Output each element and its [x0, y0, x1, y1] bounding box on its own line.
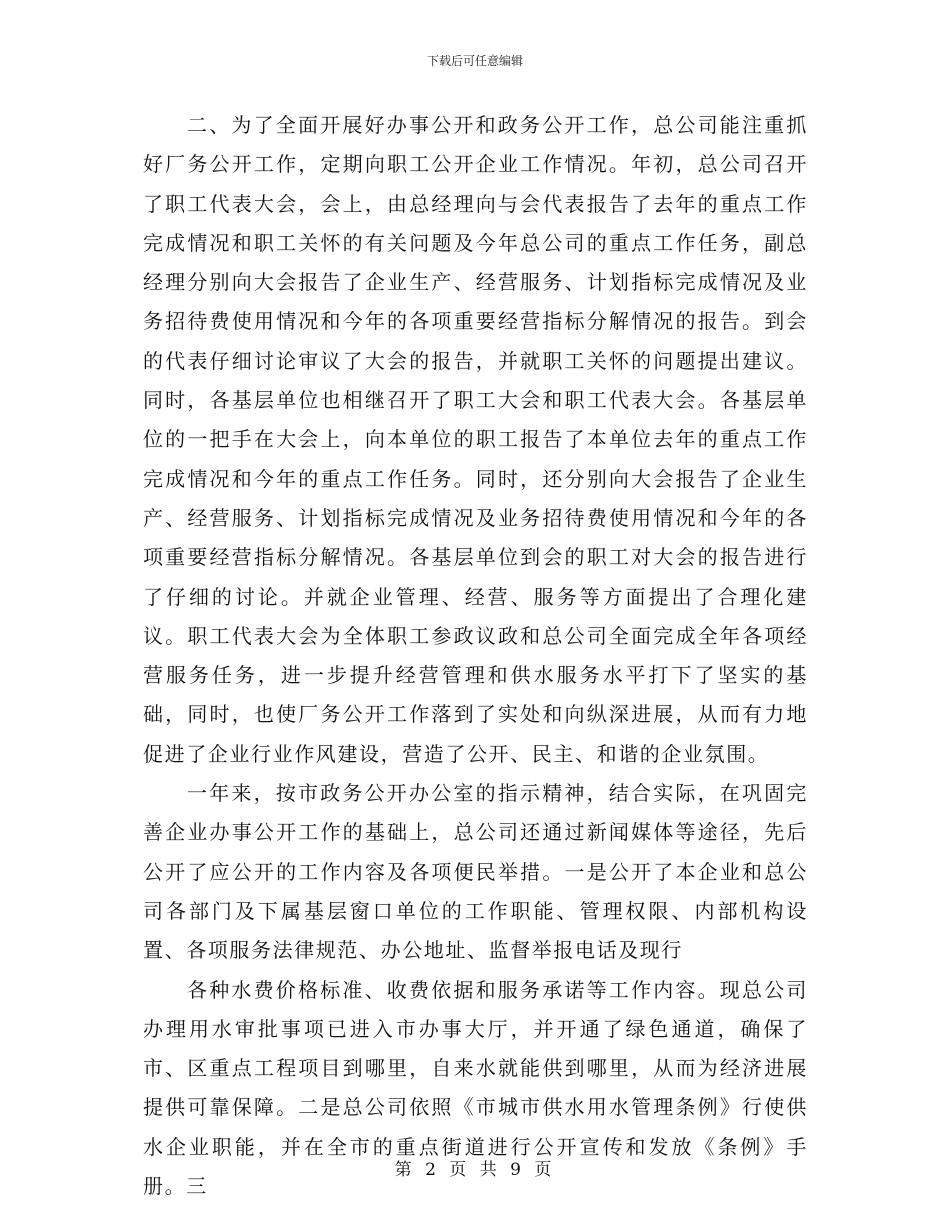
document-body: [143, 106, 808, 1206]
paragraph-2: 一年来，按市政务公开办公室的指示精神，结合实际，在巩固完善企业办事公开工作的基础上，总公司还通过新闻媒体等途径，先后公开了应公开的工作内容及各项便民举措。一是公开了本企业和总公司各部门及下属基层窗口单位的工作职能、管理权限、内部机构设置、各项服务法律规范、办公地址、监督举报电话及现行: [143, 781, 808, 963]
header-note: 下载后可任意编辑: [426, 54, 523, 68]
paragraph-1: 二、为了全面开展好办事公开和政务公开工作，总公司能注重抓好厂务公开工作，定期向职工公开企业工作情况。年初，总公司召开了职工代表大会，会上，由总经理向与会代表报告了去年的重点工作完成情况和职工关怀的有关问题及今年总公司的重点工作任务，副总经理分别向大会报告了企业生产、经营服务、计划指标完成情况及业务招待费使用情况和今年的各项重要经营指标分解情况的报告。到会的代表仔细讨论审议了大会的报告，并就职工关怀的问题提出建议。同时，各基层单位也相继召开了职工大会和职工代表大会。各基层单位的一把手在大会上，向本单位的职工报告了本单位去年的重点工作完成情况和今年的重点工作任务。同时，还分别向大会报告了企业生产、经营服务、计划指标完成情况及业务招待费使用情况和今年的各项重要经营指标分解情况。各基层单位到会的职工对大会的报告进行了仔细的讨论。并就企业管理、经营、服务等方面提出了合理化建议。职工代表大会为全体职工参政议政和总公司全面完成全年各项经营服务任务，进一步提升经营管理和供水服务水平打下了坚实的基础，同时，也使厂务公开工作落到了实处和向纵深进展，从而有力地促进了企业行业作风建设，营造了公开、民主、和谐的企业氛围。: [143, 113, 808, 766]
page-number-footer: 第 2 页 共 9 页: [394, 1160, 556, 1180]
paragraph-3: 各种水费价格标准、收费依据和服务承诺等工作内容。现总公司办理用水审批事项已进入市办事大厅，并开通了绿色通道，确保了市、区重点工程项目到哪里，自来水就能供到哪里，从而为经济进展提供可靠保障。二是总公司依照《市城市供水用水管理条例》行使供水企业职能，并在全市的重点街道进行公开宣传和发放《条例》手册。三: [143, 977, 808, 1199]
